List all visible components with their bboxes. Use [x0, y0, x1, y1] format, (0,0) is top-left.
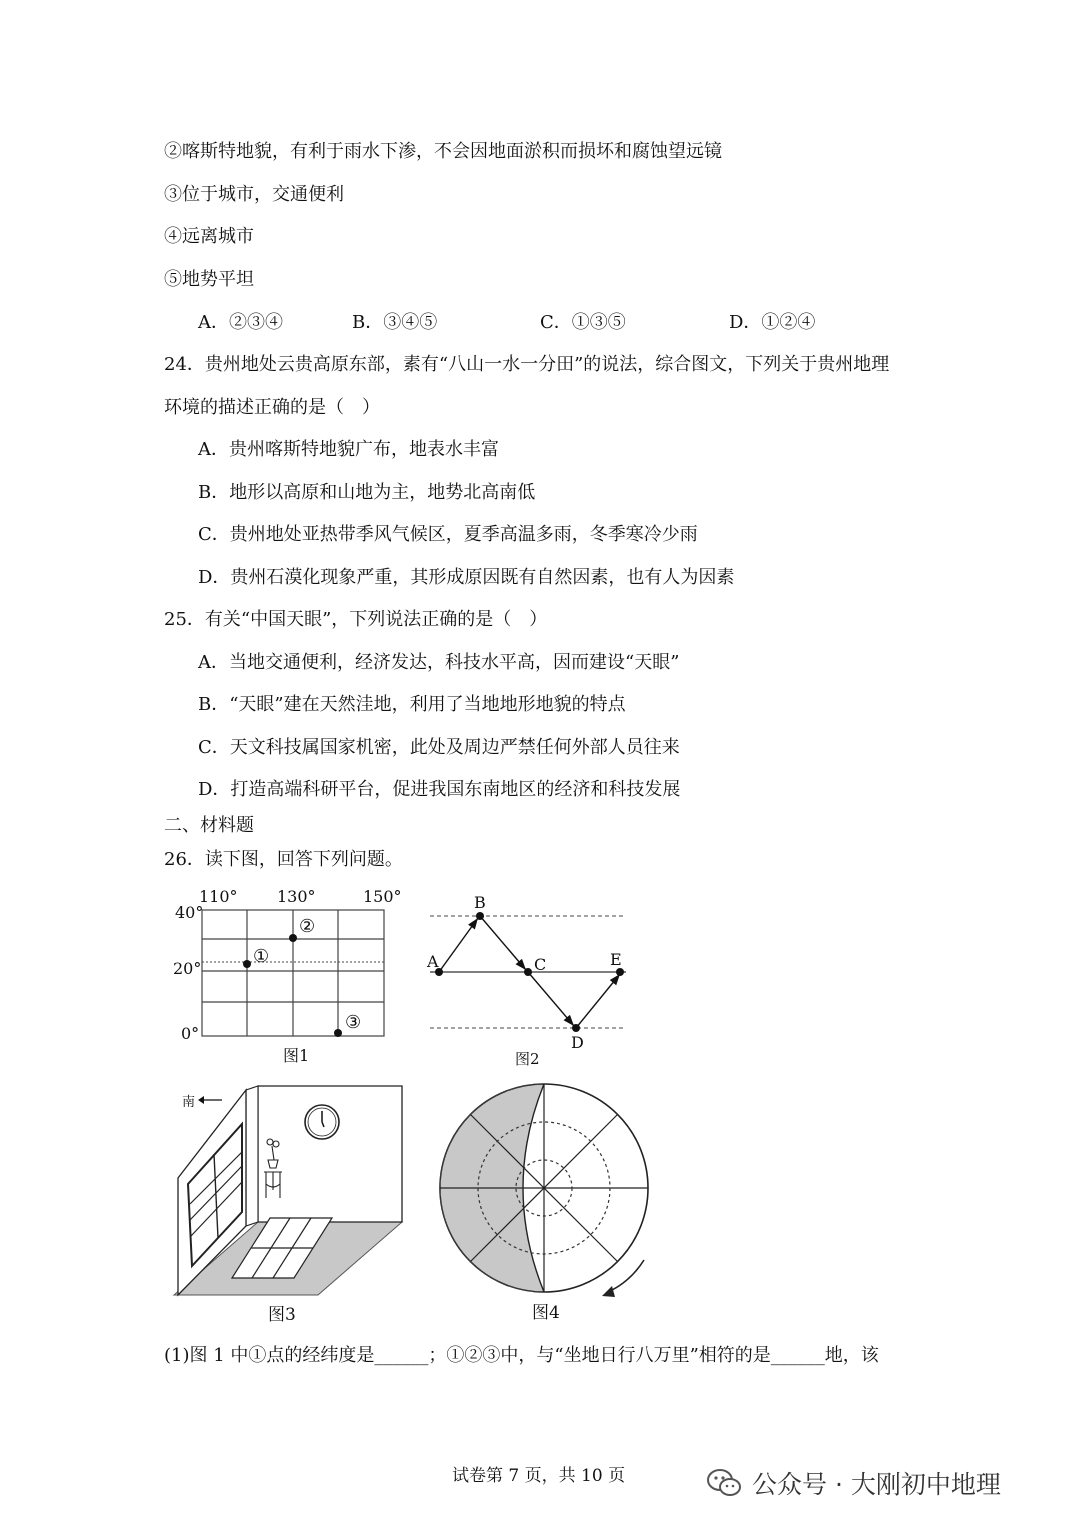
q24-stem-line1: 24．贵州地处云贵高原东部，素有“八山一水一分田”的说法，综合图文，下列关于贵州地理 [164, 354, 890, 375]
wechat-icon [706, 1468, 742, 1498]
q24-choice-b: B．地形以高原和山地为主，地势北高南低 [198, 482, 536, 503]
q23-choice-c: C．①③⑤ [540, 312, 626, 333]
label-a: A [427, 952, 439, 971]
wechat-watermark [706, 1465, 1001, 1501]
lat-label-40: 40° [175, 903, 204, 922]
direction-label: 南 [182, 1095, 196, 1110]
label-b: B [474, 893, 486, 912]
point-b [476, 912, 484, 920]
point-2-label: ② [299, 916, 316, 937]
q23-choice-a: A．②③④ [198, 312, 283, 333]
point-3-dot [334, 1029, 342, 1037]
q23-choice-b: B．③④⑤ [352, 312, 438, 333]
label-e: E [610, 950, 622, 969]
figure-4-caption: 图4 [532, 1303, 560, 1323]
option-text-4: ④远离城市 [164, 226, 254, 247]
label-d: D [571, 1033, 584, 1052]
q24-stem-line2: 环境的描述正确的是（ ） [164, 397, 380, 418]
figure-2 [422, 890, 634, 1074]
point-3-label: ③ [345, 1012, 362, 1033]
lon-label-150: 150° [363, 887, 402, 906]
q23-choice-d: D．①②④ [729, 312, 816, 333]
q26-subquestion-1: (1)图 1 中①点的经纬度是______；①②③中，与“坐地日行八万里”相符的是______地，该 [164, 1345, 879, 1366]
figure-1-caption: 图1 [283, 1046, 310, 1065]
point-e [616, 968, 624, 976]
clock-icon [305, 1105, 339, 1139]
figure-1 [165, 880, 415, 1074]
point-d [572, 1024, 580, 1032]
lat-label-20: 20° [173, 959, 202, 978]
point-c [524, 968, 532, 976]
label-c: C [534, 955, 547, 974]
q24-choice-d: D．贵州石漠化现象严重，其形成原因既有自然因素，也有人为因素 [198, 567, 735, 588]
q25-choice-b: B．“天眼”建在天然洼地，利用了当地地形地貌的特点 [198, 694, 626, 715]
figure-3-caption: 图3 [268, 1305, 296, 1325]
section-heading: 二、材料题 [164, 815, 254, 836]
option-text-3: ③位于城市，交通便利 [164, 184, 344, 205]
q25-choice-c: C．天文科技属国家机密，此处及周边严禁任何外部人员往来 [198, 737, 680, 758]
figure-3 [170, 1080, 410, 1334]
lat-label-0: 0° [181, 1024, 200, 1043]
option-text-5: ⑤地势平坦 [164, 269, 254, 290]
page-footer: 试卷第 7 页，共 10 页 [452, 1466, 626, 1486]
q24-choice-c: C．贵州地处亚热带季风气候区，夏季高温多雨，冬季寒冷少雨 [198, 524, 698, 545]
figure-2-caption: 图2 [515, 1050, 540, 1068]
option-text-2: ②喀斯特地貌，有利于雨水下渗，不会因地面淤积而损坏和腐蚀望远镜 [164, 141, 722, 162]
point-2-dot [289, 934, 297, 942]
point-1-label: ① [253, 946, 270, 967]
point-1-dot [243, 960, 251, 968]
q25-choice-a: A．当地交通便利，经济发达，科技水平高，因而建设“天眼” [198, 652, 680, 673]
q24-choice-a: A．贵州喀斯特地貌广布，地表水丰富 [198, 439, 499, 460]
lon-label-130: 130° [277, 887, 316, 906]
q25-choice-d: D．打造高端科研平台，促进我国东南地区的经济和科技发展 [198, 779, 681, 800]
q26-stem: 26．读下图，回答下列问题。 [164, 849, 403, 870]
figure-4 [432, 1078, 660, 1332]
q25-stem: 25．有关“中国天眼”，下列说法正确的是（ ） [164, 609, 548, 630]
lon-label-110: 110° [199, 887, 238, 906]
watermark-text: 公众号 · 大刚初中地理 [752, 1470, 1001, 1499]
